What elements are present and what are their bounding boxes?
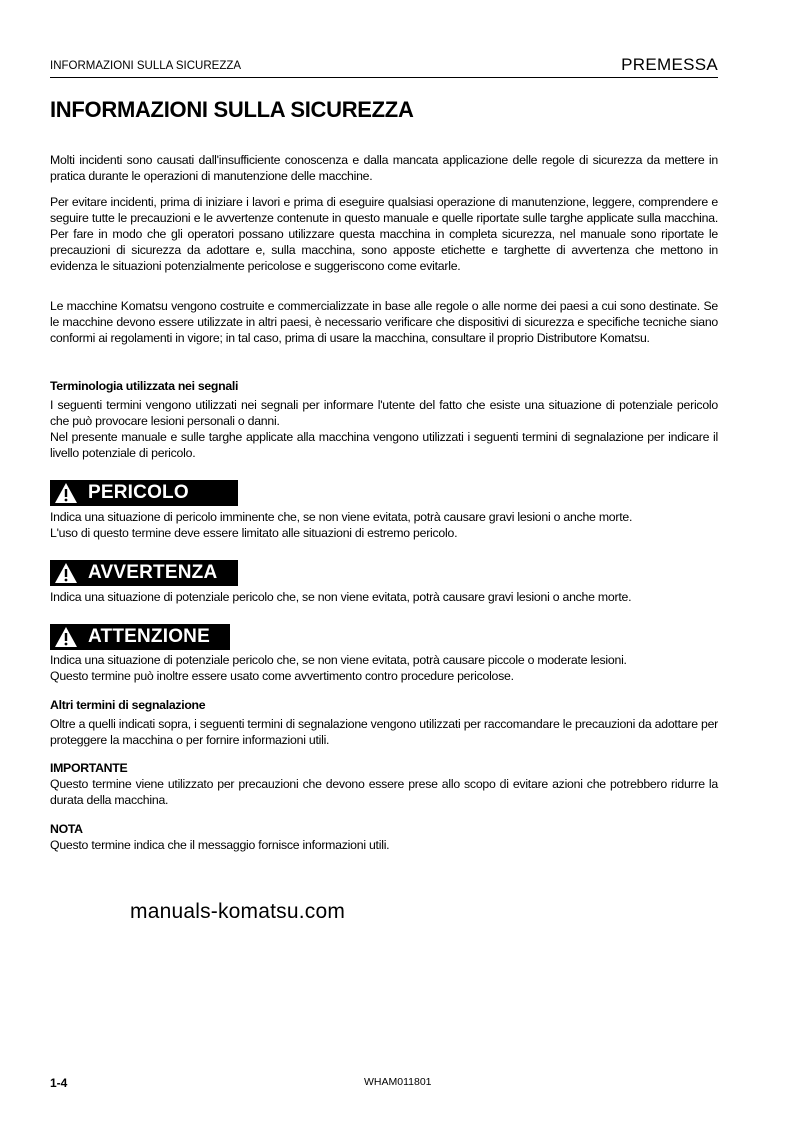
signal-pericolo-desc xyxy=(50,509,718,541)
other-terms-section xyxy=(50,697,718,748)
warning-triangle-icon xyxy=(54,562,78,584)
paragraph-text: Indica una situazione di potenziale pericolo che, se non viene evitata, potrà causare piccole o moderate lesioni. xyxy=(50,653,627,667)
section-heading: IMPORTANTE xyxy=(50,761,128,775)
warning-triangle-icon xyxy=(54,626,78,648)
section-heading: NOTA xyxy=(50,822,83,836)
paragraph-text: Indica una situazione di pericolo imminente che, se non viene evitata, potrà causare gravi lesioni o anche morte. xyxy=(50,510,633,524)
paragraph-text: Oltre a quelli indicati sopra, i seguenti termini di segnalazione vengono utilizzati per raccomandare le precauzioni da adottare per proteggere la macchina o per fornire informazioni utili. xyxy=(50,717,718,747)
paragraph-text: I seguenti termini vengono utilizzati nei segnali per informare l'utente del fatto che esiste una situazione di potenziale pericolo che può provocare lesioni personali o danni. xyxy=(50,398,718,428)
signal-pericolo xyxy=(50,480,238,506)
signal-label: AVVERTENZA xyxy=(88,562,218,583)
signal-attenzione-desc xyxy=(50,652,718,684)
paragraph-text: Le macchine Komatsu vengono costruite e commercializzate in base alle regole o alle norme dei paesi a cui sono destinate. Se le macchine devono essere utilizzate in altri paesi, è necessario verificare che dispositivi di sicurezza e specifiche tecniche siano conformi ai regolamenti in vigore; in tal caso, prima di usare la macchina, consultare il proprio Distributore Komatsu. xyxy=(50,299,718,345)
importante-section xyxy=(50,760,718,808)
signal-attenzione xyxy=(50,624,230,650)
running-header-chapter: PREMESSA xyxy=(621,55,718,74)
terminology-section xyxy=(50,378,718,461)
running-header-section: INFORMAZIONI SULLA SICUREZZA xyxy=(50,60,242,72)
section-heading: Altri termini di segnalazione xyxy=(50,698,206,712)
paragraph-text: Questo termine può inoltre essere usato come avvertimento contro procedure pericolose. xyxy=(50,669,514,683)
paragraph-text: Questo termine indica che il messaggio fornisce informazioni utili. xyxy=(50,838,390,852)
signal-avvertenza xyxy=(50,560,238,586)
paragraph-text: Per evitare incidenti, prima di iniziare i lavori e prima di eseguire qualsiasi operazione di manutenzione, leggere, comprendere e seguire tutte le precauzioni e le avvertenze contenute in questo manuale e quelle riportate sulle targhe applicate sulla macchina. Per fare in modo che gli operatori possano utilizzare questa macchina in completa sicurezza, nel manuale sono riportate le precauzioni di sicurezza da adottare e, sulla macchina, sono apposte etichette e targhette di avvertenza che mettono in evidenza le situazioni potenzialmente pericolose e suggeriscono come evitarle. xyxy=(50,195,718,273)
document-code: WHAM011801 xyxy=(364,1076,432,1088)
paragraph-text: Indica una situazione di potenziale pericolo che, se non viene evitata, potrà causare gravi lesioni o anche morte. xyxy=(50,590,632,604)
signal-avvertenza-desc xyxy=(50,589,718,605)
paragraph-1 xyxy=(50,152,718,184)
paragraph-3 xyxy=(50,298,718,346)
paragraph-text: Questo termine viene utilizzato per precauzioni che devono essere prese allo scopo di evitare azioni che potrebbero ridurre la durata della macchina. xyxy=(50,777,718,807)
warning-triangle-icon xyxy=(54,482,78,504)
section-heading: Terminologia utilizzata nei segnali xyxy=(50,379,239,393)
paragraph-text: L'uso di questo termine deve essere limitato alle situazioni di estremo pericolo. xyxy=(50,526,458,540)
header-rule xyxy=(50,77,718,78)
signal-label: PERICOLO xyxy=(88,482,189,503)
nota-section xyxy=(50,821,718,853)
paragraph-text: Molti incidenti sono causati dall'insufficiente conoscenza e dalla mancata applicazione delle regole di sicurezza da mettere in pratica durante le operazioni di manutenzione delle macchine. xyxy=(50,153,718,183)
paragraph-2 xyxy=(50,194,718,274)
watermark: manuals-komatsu.com xyxy=(130,900,346,923)
page-title: INFORMAZIONI SULLA SICUREZZA xyxy=(50,97,414,122)
signal-label: ATTENZIONE xyxy=(88,626,210,647)
paragraph-text: Nel presente manuale e sulle targhe applicate alla macchina vengono utilizzati i seguenti termini di segnalazione per indicare il livello potenziale di pericolo. xyxy=(50,430,718,460)
page-number: 1-4 xyxy=(50,1076,68,1090)
